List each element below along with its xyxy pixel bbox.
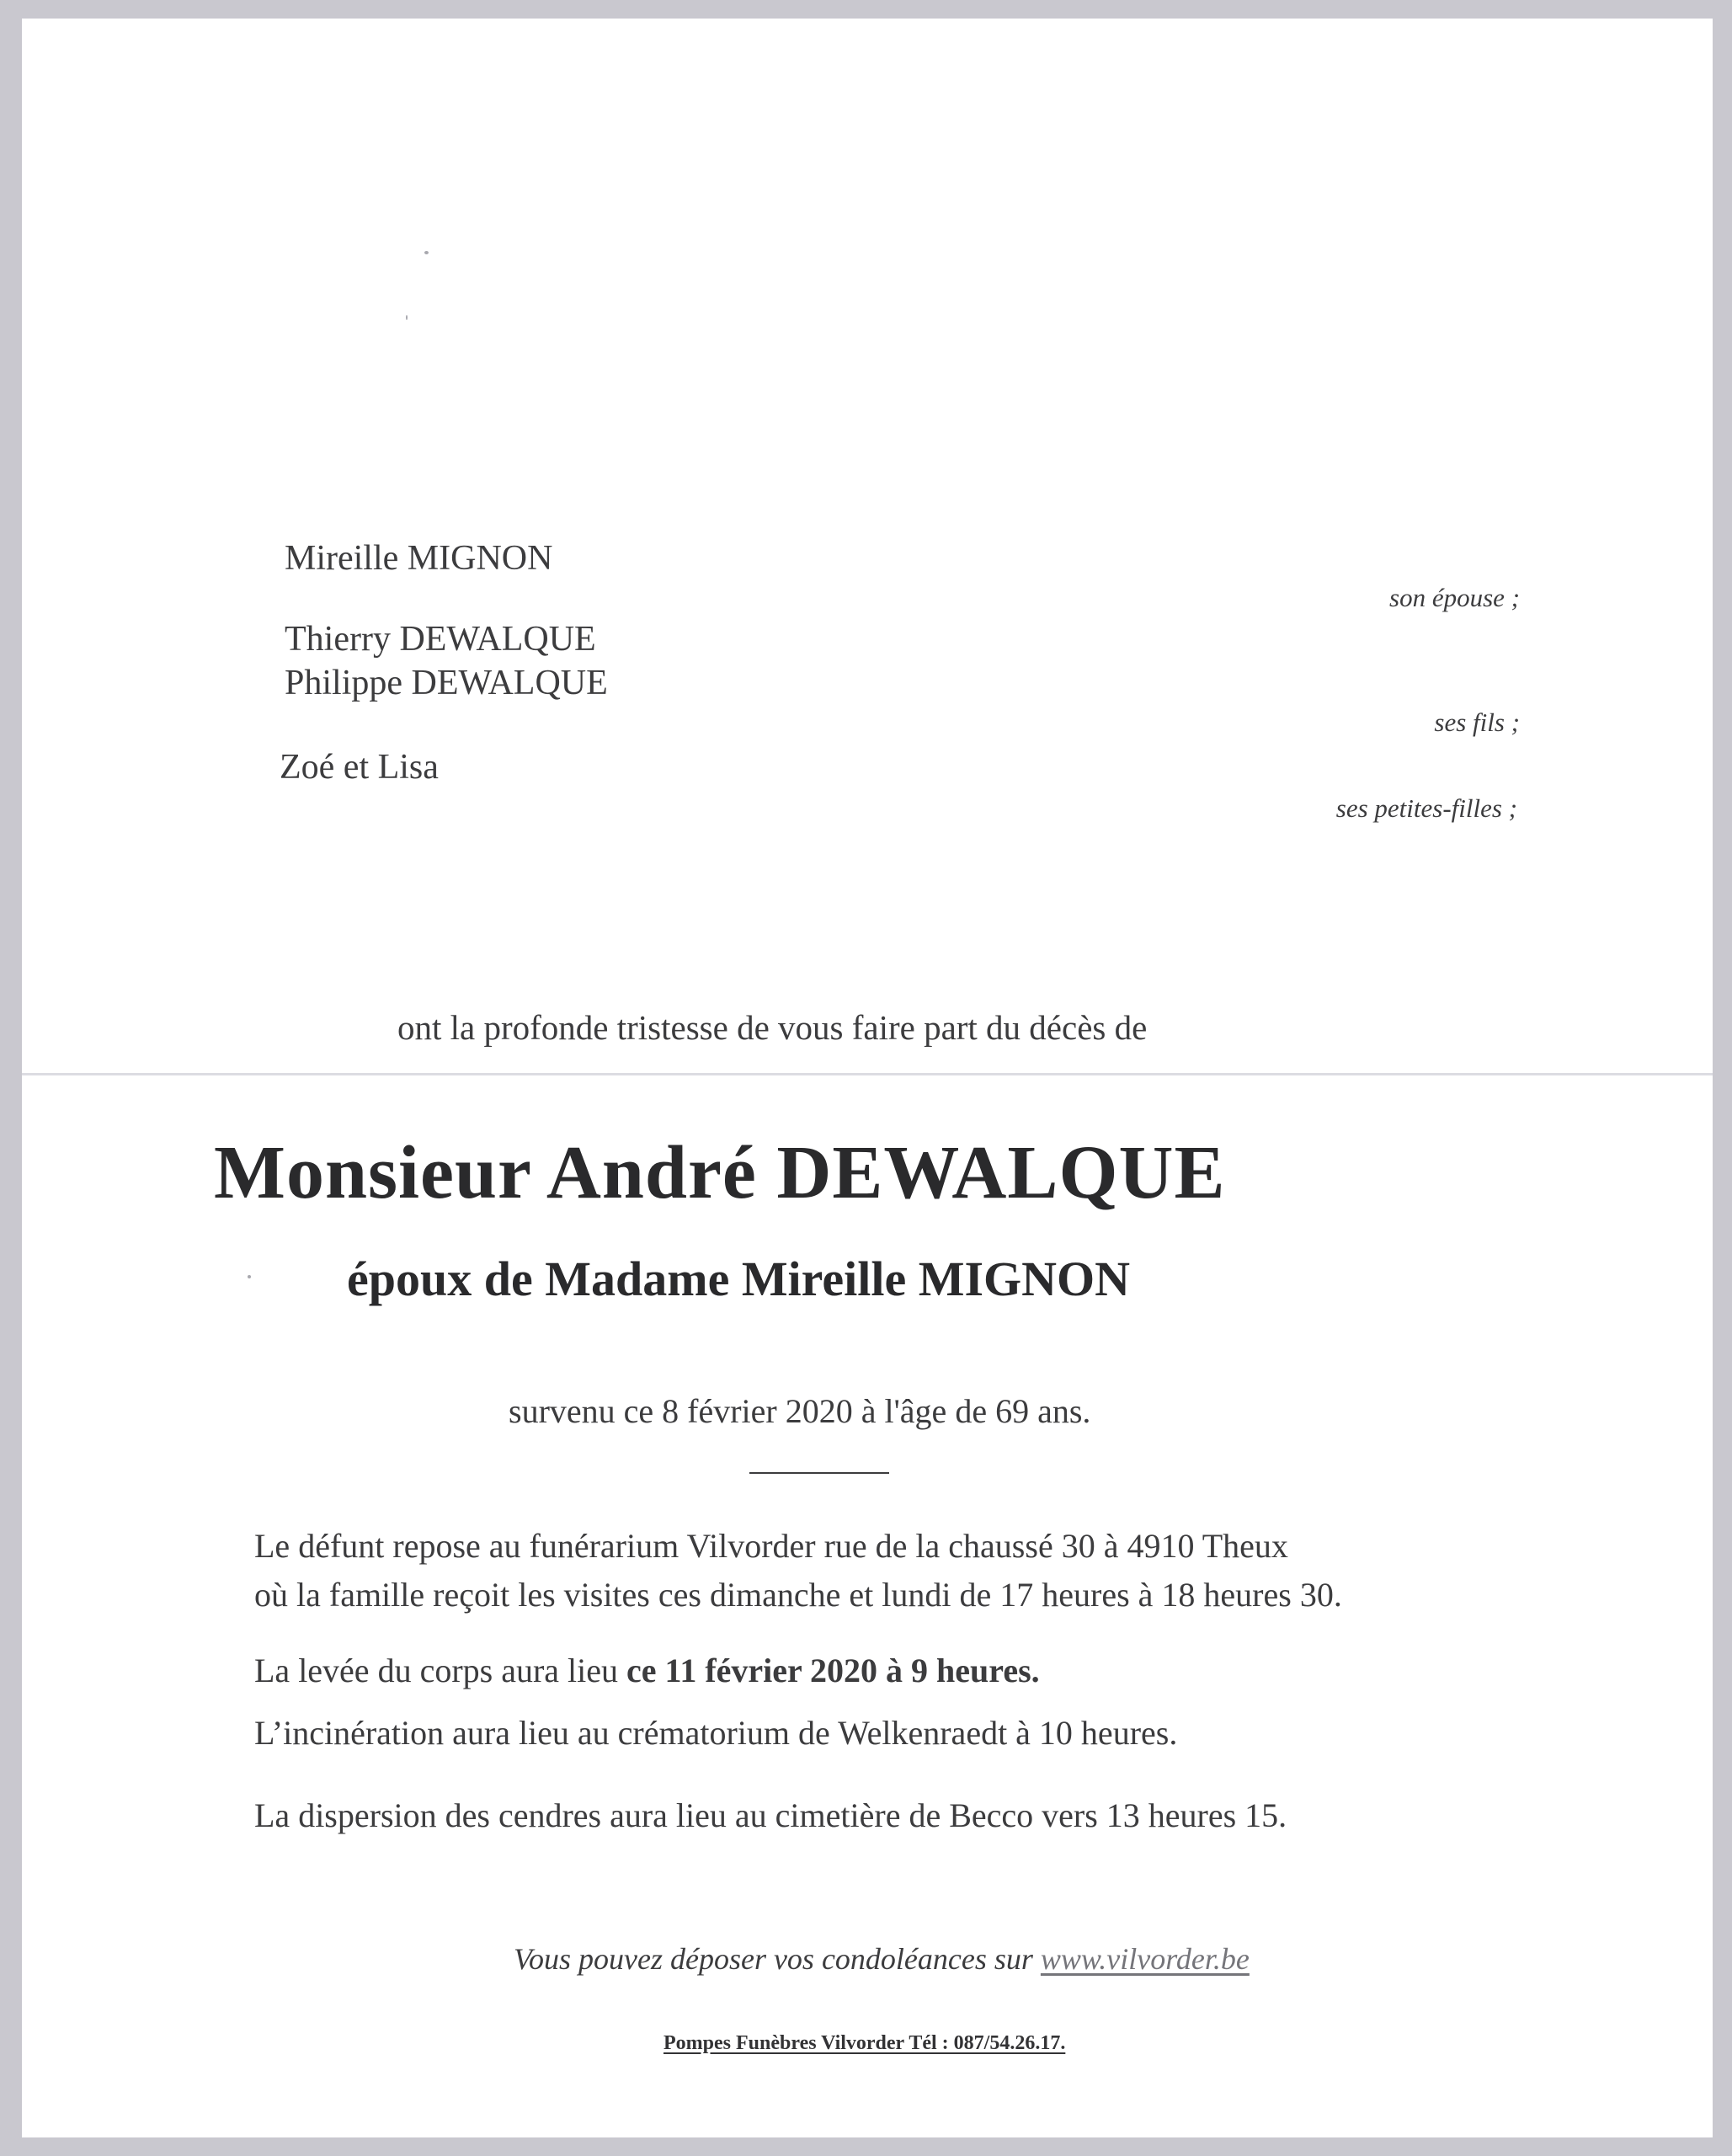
separator-rule — [749, 1472, 889, 1474]
visits-line: où la famille reçoit les visites ces dimanche et lundi de 17 heures à 18 heures 30. — [254, 1576, 1342, 1614]
condolences-link[interactable]: www.vilvorder.be — [1040, 1942, 1250, 1976]
levee-line — [254, 1654, 1040, 1688]
levee-date: ce 11 février 2020 à 9 heures. — [626, 1652, 1040, 1689]
granddaughters-relation: ses petites-filles ; — [1335, 793, 1517, 823]
condolences-line — [514, 1944, 1250, 1974]
deceased-name: Monsieur André DEWALQUE — [214, 1131, 1226, 1214]
son-name: Philippe DEWALQUE — [285, 664, 608, 702]
funeral-home-footer: Pompes Funèbres Vilvorder Tél : 087/54.26.17. — [663, 2032, 1066, 2054]
spouse-relation: son épouse ; — [1389, 583, 1520, 612]
speck — [406, 315, 408, 320]
deceased-spouse-line: époux de Madame Mireille MIGNON — [347, 1251, 1131, 1306]
obituary-card — [22, 19, 1713, 2137]
fold-line — [22, 1073, 1713, 1075]
dispersion-line: La dispersion des cendres aura lieu au cimetière de Becco vers 13 heures 15. — [254, 1796, 1287, 1834]
speck — [424, 251, 429, 254]
sons-relation: ses fils ; — [1434, 707, 1520, 737]
death-date-line: survenu ce 8 février 2020 à l'âge de 69 ans. — [509, 1392, 1091, 1430]
granddaughters-names: Zoé et Lisa — [280, 748, 439, 787]
announcement-line: ont la profonde tristesse de vous faire part du décès de — [397, 1008, 1148, 1047]
speck — [248, 1275, 251, 1278]
son-name: Thierry DEWALQUE — [285, 620, 596, 659]
condolences-text: Vous pouvez déposer vos condoléances sur — [514, 1942, 1041, 1976]
repose-line: Le défunt repose au funérarium Vilvorder rue de la chaussé 30 à 4910 Theux — [254, 1527, 1288, 1565]
incineration-line: L’incinération aura lieu au crématorium de Welkenraedt à 10 heures. — [254, 1714, 1178, 1752]
levee-prefix: La levée du corps aura lieu — [254, 1652, 627, 1689]
spouse-name: Mireille MIGNON — [285, 539, 553, 578]
